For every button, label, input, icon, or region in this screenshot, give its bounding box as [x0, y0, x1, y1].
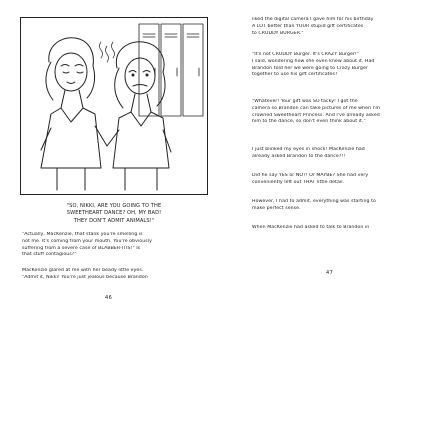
text-line: However, I had to admit, everything was starting to: [252, 199, 376, 204]
text-line: crowned Sweetheart Princess. And I've already asked: [252, 112, 380, 118]
text-line: MacKenzie glared at me with her beady little eyes.: [22, 268, 144, 273]
right-paragraph-2: [252, 52, 374, 79]
right-paragraph-3: [252, 99, 380, 126]
left-paragraph-1: [22, 232, 152, 259]
right-paragraph-4: [252, 147, 365, 161]
right-paragraph-5: [252, 173, 368, 187]
text-line: When MacKenzie had asked to talk to Brandon in: [252, 225, 370, 230]
text-line: Brandon told her we were going to Crazy Burger: [252, 65, 368, 71]
caption-line: "SO, NIKKI, ARE YOU GOING TO THE: [66, 203, 162, 209]
caption-line: THEY DON'T ADMIT ANIMALS!": [73, 217, 155, 224]
text-line: that stuff contagious?": [22, 252, 77, 258]
text-line: A LOT better than YOUR stupid gift certificates: [252, 23, 364, 29]
text-line: camera so Brandon can take pictures of me when I'm: [252, 105, 380, 111]
right-paragraph-6: [252, 199, 376, 213]
text-line: to CRUDDY BURGER.": [252, 30, 304, 36]
caption-line: SWEETHEART DANCE? OH, MY BAD!: [66, 210, 162, 217]
nikki-drawing: [41, 38, 107, 190]
text-line: suffering from a severe case of BLABBER-ITIS!" Is: [22, 245, 141, 251]
text-line: not me. It's coming from your mouth. You're obviously: [22, 238, 152, 244]
text-line: I said, wondering how she even knew about it. Had: [252, 58, 375, 64]
text-line: already asked Brandon to the dance?!!: [252, 153, 346, 159]
text-line: "It's not CRUDDY Burger. It's CRAZY Burger!": [252, 52, 360, 57]
text-line: "Whatever! Your gift was SO tacky! I got the: [252, 99, 358, 104]
text-line: make perfect sense.: [252, 205, 301, 211]
left-paragraph-2: [22, 268, 148, 282]
illustration-cafeteria-scene: [20, 17, 208, 195]
text-line: Did he say YES or NO?! Or MAYBE? She had very: [252, 173, 369, 178]
page-number-left: 46: [105, 295, 113, 301]
text-line: "Admit it, Nikki! You're just jealous because Brandon: [22, 274, 148, 280]
page-number-right: 47: [326, 270, 334, 276]
right-paragraph-1: [252, 17, 374, 37]
illustration-caption: [24, 203, 204, 225]
stink-lines-drawing: [100, 42, 115, 62]
text-line: I just blinked my eyes in shock! MacKenzie had: [252, 147, 365, 152]
text-line: him to the dance, so don't even think about it.": [252, 119, 366, 125]
right-paragraph-7: [252, 225, 369, 232]
text-line: conveniently left out THAT little detail.: [252, 179, 345, 185]
text-line: liked the digital camera I gave him for his birthday: [252, 17, 374, 22]
right-page: [224, 0, 448, 448]
text-line: "Actually, MacKenzie, that stank you're smelling is: [22, 232, 143, 237]
text-line: together to use his gift certificates?: [252, 72, 338, 78]
